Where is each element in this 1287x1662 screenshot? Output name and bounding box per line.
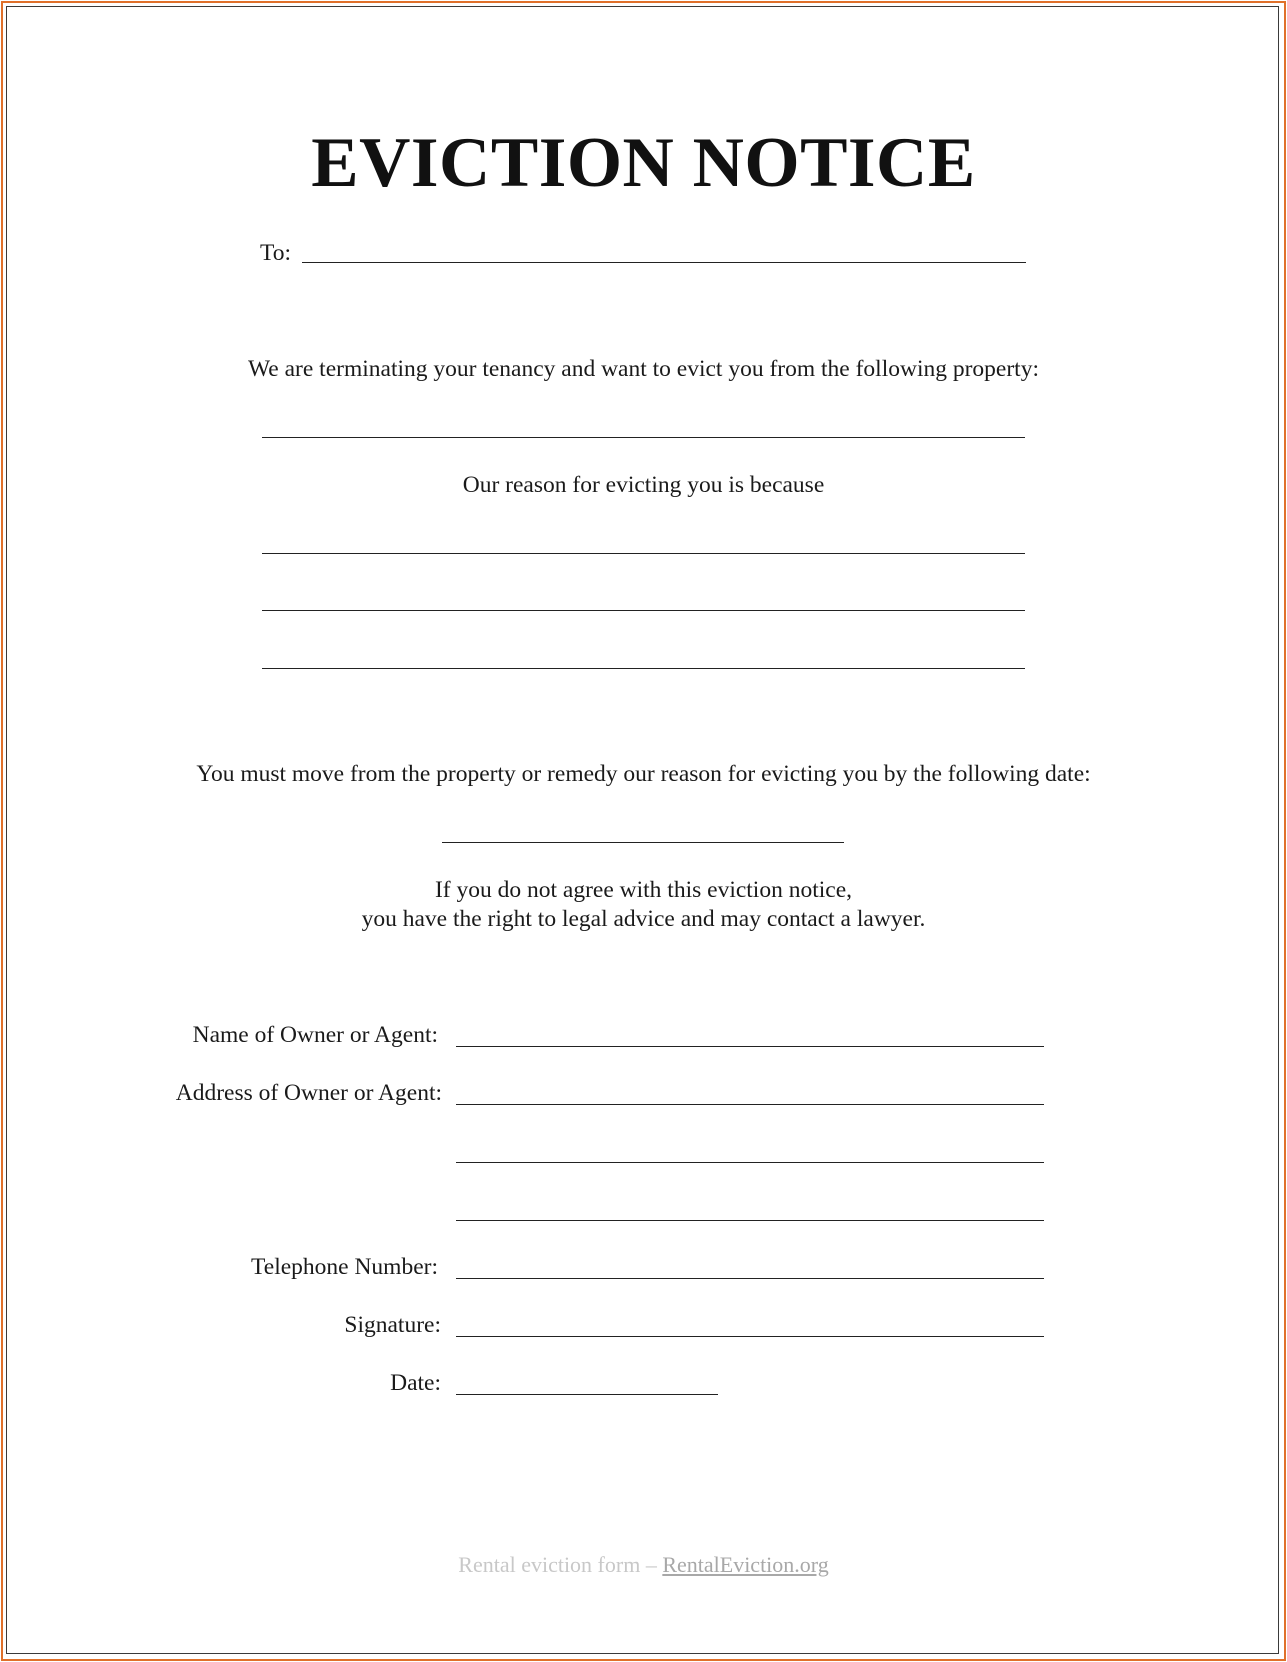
to-label: To: [260, 240, 291, 266]
reason-statement: Our reason for evicting you is because [462, 472, 825, 498]
reason-field-line-1[interactable] [262, 553, 1025, 554]
owner-name-field[interactable] [456, 1046, 1044, 1047]
reason-field-line-3[interactable] [262, 668, 1025, 669]
legal-advice-line-2: you have the right to legal advice and may contact a lawyer. [361, 906, 926, 932]
deadline-statement: You must move from the property or remedy our reason for evicting you by the following date: [196, 761, 1091, 787]
date-label: Date: [390, 1370, 441, 1396]
legal-advice-line-1: If you do not agree with this eviction notice, [434, 877, 853, 903]
document-title: EVICTION NOTICE [311, 124, 976, 202]
owner-address-field-line-2[interactable] [456, 1162, 1044, 1163]
footer [0, 1550, 1287, 1580]
reason-field-line-2[interactable] [262, 610, 1025, 611]
property-address-field[interactable] [262, 437, 1025, 438]
footer-link[interactable]: RentalEviction.org [662, 1552, 829, 1577]
footer-text: Rental eviction form – [458, 1552, 663, 1577]
telephone-label: Telephone Number: [251, 1254, 438, 1280]
signature-field[interactable] [456, 1336, 1044, 1337]
owner-address-label: Address of Owner or Agent: [175, 1080, 442, 1106]
owner-name-label: Name of Owner or Agent: [192, 1022, 438, 1048]
telephone-field[interactable] [456, 1278, 1044, 1279]
property-statement: We are terminating your tenancy and want to evict you from the following property: [248, 356, 1039, 382]
date-field[interactable] [456, 1394, 718, 1395]
owner-address-field-line-1[interactable] [456, 1104, 1044, 1105]
to-field[interactable] [302, 262, 1026, 263]
deadline-date-field[interactable] [442, 842, 844, 843]
owner-address-field-line-3[interactable] [456, 1220, 1044, 1221]
signature-label: Signature: [344, 1312, 441, 1338]
page-border-inner [6, 6, 1279, 1654]
